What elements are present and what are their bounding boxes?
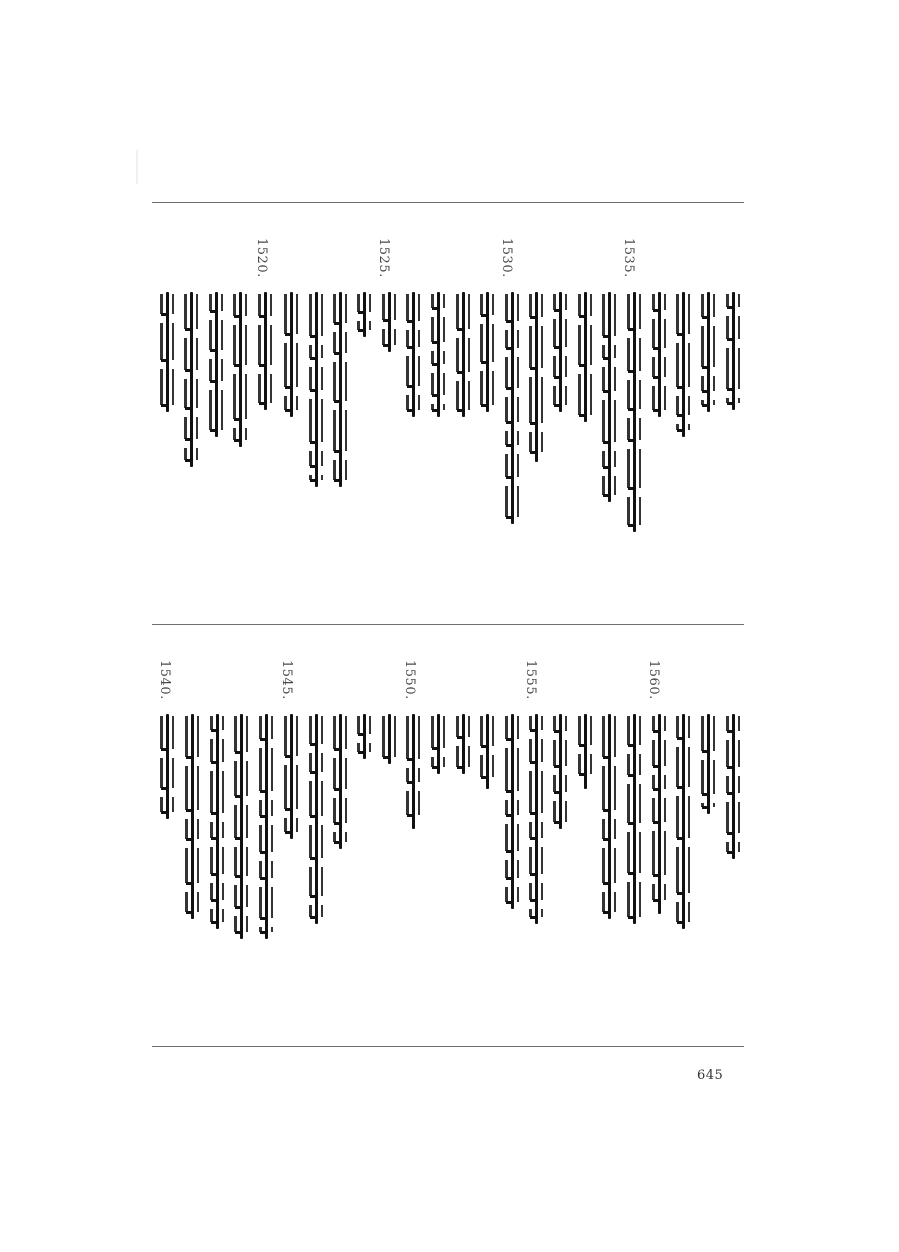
page-number: 645	[697, 1068, 724, 1083]
top-verse-line	[625, 292, 643, 532]
bottom-verse-line	[699, 714, 717, 814]
line-number-1560: 1560.	[646, 660, 661, 700]
bottom-verse-line	[404, 714, 422, 829]
bottom-verse-line	[208, 714, 226, 929]
bottom-verse-line	[674, 714, 692, 929]
top-verse-line	[331, 292, 349, 487]
line-number-1520: 1520.	[254, 238, 269, 278]
top-verse-line	[699, 292, 717, 412]
top-verse-line	[207, 292, 225, 437]
top-verse-line	[527, 292, 545, 462]
scan-artifact	[136, 150, 138, 184]
top-verse-line	[454, 292, 472, 417]
top-verse-line	[231, 292, 249, 447]
line-number-1525: 1525.	[376, 238, 391, 278]
bottom-verse-line	[429, 714, 447, 774]
top-verse-line	[182, 292, 200, 467]
line-number-1545: 1545.	[279, 660, 294, 700]
bottom-verse-line	[625, 714, 643, 924]
top-verse-line	[650, 292, 668, 417]
line-number-1530: 1530.	[499, 238, 514, 278]
bottom-verse-line	[724, 714, 742, 859]
bottom-verse-line	[576, 714, 594, 789]
bottom-rule	[152, 1046, 744, 1047]
top-verse-line	[256, 292, 274, 410]
bottom-verse-line	[307, 714, 325, 924]
bottom-verse-line	[551, 714, 569, 829]
bottom-verse-line	[158, 714, 176, 819]
top-verse-line	[576, 292, 594, 422]
bottom-verse-line	[232, 714, 250, 939]
top-verse-line	[380, 292, 398, 352]
line-number-1550: 1550.	[402, 660, 417, 700]
top-rule	[152, 202, 744, 203]
top-verse-line	[551, 292, 569, 412]
top-verse-line	[600, 292, 618, 502]
bottom-verse-line	[355, 714, 373, 759]
bottom-verse-line	[282, 714, 300, 839]
top-verse-line	[724, 292, 742, 410]
top-verse-line	[478, 292, 496, 412]
top-verse-line	[307, 292, 325, 487]
line-number-1540: 1540.	[157, 660, 172, 700]
bottom-verse-line	[331, 714, 349, 849]
bottom-verse-line	[503, 714, 521, 909]
bottom-verse-line	[478, 714, 496, 789]
top-verse-line	[429, 292, 447, 417]
top-verse-line	[674, 292, 692, 437]
bottom-verse-line	[380, 714, 398, 764]
top-verse-line	[158, 292, 176, 412]
top-verse-line	[404, 292, 422, 417]
bottom-verse-line	[454, 714, 472, 774]
bottom-verse-line	[600, 714, 618, 919]
bottom-verse-line	[257, 714, 275, 939]
top-verse-line	[355, 292, 373, 337]
bottom-verse-line	[527, 714, 545, 924]
line-number-1535: 1535.	[621, 238, 636, 278]
middle-rule	[152, 624, 744, 625]
bottom-verse-line	[183, 714, 201, 919]
line-number-1555: 1555.	[523, 660, 538, 700]
top-verse-line	[282, 292, 300, 417]
bottom-verse-line	[650, 714, 668, 914]
top-verse-line	[503, 292, 521, 524]
